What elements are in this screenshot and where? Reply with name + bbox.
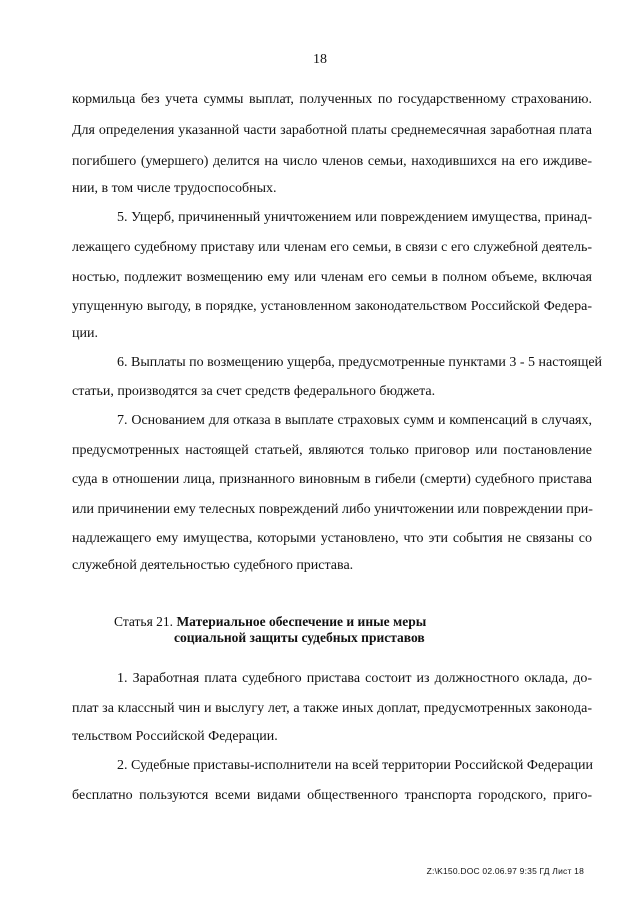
- paragraph-6-line-2: статьи, производятся за счет средств федерального бюджета.: [72, 384, 436, 399]
- paragraph-5-line-3: ностью, подлежит возмещению ему или членам его семьи в полном объеме, включая: [72, 270, 592, 285]
- paragraph-7-line-5: надлежащего ему имущества, которыми установлено, что эти события не связаны со: [72, 531, 592, 546]
- page-number: 18: [313, 52, 327, 67]
- paragraph-5-line-2: лежащего судебному приставу или членам его семьи, в связи с его служебной деятель-: [72, 240, 592, 255]
- article-paragraph-1-line-3: тельством Российской Федерации.: [72, 729, 278, 744]
- article-paragraph-2-line-1: 2. Судебные приставы-исполнители на всей территории Российской Федерации: [117, 758, 594, 773]
- paragraph-7-line-3: суда в отношении лица, признанного виновным в гибели (смерти) судебного пристава: [72, 472, 592, 487]
- article-paragraph-2-line-2: бесплатно пользуются всеми видами общественного транспорта городского, приго-: [72, 788, 592, 803]
- article-title-line-2: [174, 630, 425, 646]
- paragraph-1-line-2: Для определения указанной части заработной платы среднемесячная заработная плата: [72, 123, 592, 138]
- paragraph-6-line-1: 6. Выплаты по возмещению ущерба, предусмотренные пунктами 3 - 5 настоящей: [117, 355, 603, 370]
- article-paragraph-1-line-2: плат за классный чин и выслугу лет, а также иных доплат, предусмотренных законода-: [72, 701, 592, 716]
- article-title-line-2-text: социальной защиты судебных приставов: [174, 630, 425, 645]
- footer-file-info: Z:\K150.DOC 02.06.97 9:35 ГД Лист 18: [426, 866, 584, 876]
- paragraph-5-line-5: ции.: [72, 326, 98, 341]
- paragraph-5-line-4: упущенную выгоду, в порядке, установленном законодательством Российской Федера-: [72, 299, 592, 314]
- paragraph-7-line-1: 7. Основанием для отказа в выплате страховых сумм и компенсаций в случаях,: [117, 413, 592, 428]
- paragraph-7-line-2: предусмотренных настоящей статьей, являются только приговор или постановление: [72, 443, 592, 458]
- paragraph-7-line-4: или причинении ему телесных повреждений либо уничтожении или повреждении при-: [72, 502, 593, 517]
- paragraph-5-line-1: 5. Ущерб, причиненный уничтожением или повреждением имущества, принад-: [117, 210, 592, 225]
- paragraph-7-line-6: служебной деятельностью судебного пристава.: [72, 558, 354, 573]
- paragraph-1-line-1: кормильца без учета суммы выплат, полученных по государственному страхованию.: [72, 92, 592, 107]
- article-prefix: Статья 21.: [114, 614, 177, 629]
- paragraph-1-line-3: погибшего (умершего) делится на число членов семьи, находившихся на его иждиве-: [72, 154, 592, 169]
- paragraph-1-line-4: нии, в том числе трудоспособных.: [72, 181, 277, 196]
- article-heading: [114, 614, 426, 630]
- article-title-line-1: Материальное обеспечение и иные меры: [176, 614, 427, 629]
- article-paragraph-1-line-1: 1. Заработная плата судебного пристава состоит из должностного оклада, до-: [117, 671, 592, 686]
